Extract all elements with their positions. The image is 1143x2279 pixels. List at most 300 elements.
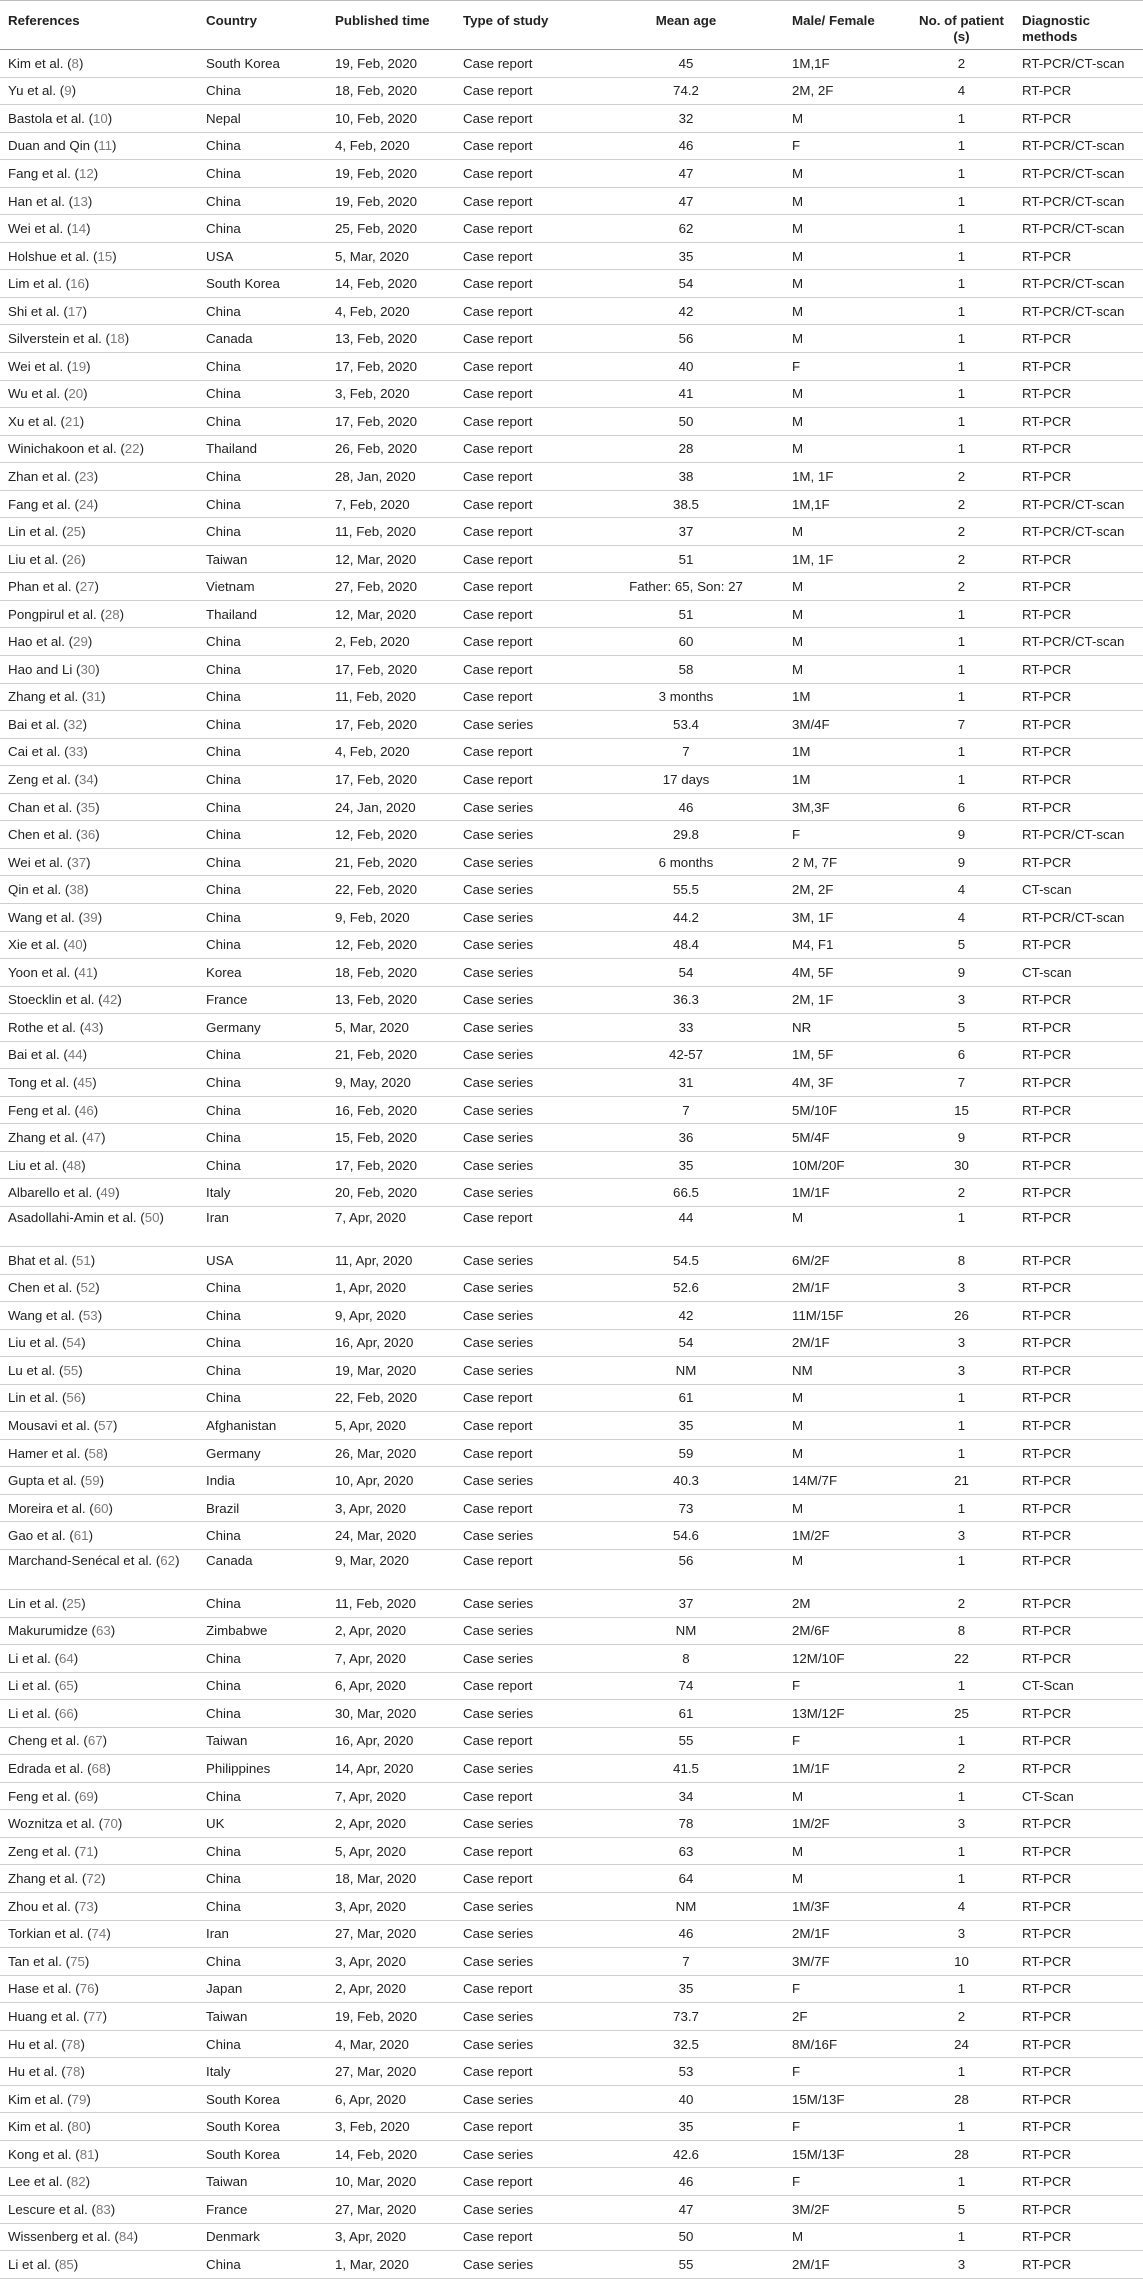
cell-patients: 3 xyxy=(907,1329,1014,1357)
cell-country: China xyxy=(198,1357,327,1385)
cell-published-time: 2, Apr, 2020 xyxy=(327,1810,455,1838)
ref-number-link[interactable]: 20 xyxy=(68,386,84,402)
ref-number-link[interactable]: 67 xyxy=(87,1733,103,1749)
cell-patients: 1 xyxy=(907,270,1014,298)
cell-study-type: Case series xyxy=(455,1589,586,1617)
ref-number-link[interactable]: 78 xyxy=(65,2036,81,2052)
ref-number-link[interactable]: 39 xyxy=(82,909,98,925)
cell-diagnostic-method: RT-PCR/CT-scan xyxy=(1014,187,1143,215)
cell-ref xyxy=(0,380,198,408)
ref-close: ) xyxy=(81,1157,86,1173)
ref-number-link[interactable]: 40 xyxy=(67,937,83,953)
ref-author: Yoon et al. ( xyxy=(8,964,79,980)
ref-author: Bai et al. ( xyxy=(8,1047,68,1063)
ref-close: ) xyxy=(87,634,93,650)
cell-country: China xyxy=(198,821,327,849)
cell-sex: M xyxy=(784,1837,907,1865)
cell-diagnostic-method: RT-PCR xyxy=(1014,1096,1143,1124)
ref-number-link[interactable]: 62 xyxy=(160,1552,176,1568)
ref-number-link[interactable]: 76 xyxy=(79,1981,95,1997)
cell-patients: 4 xyxy=(907,903,1014,931)
cell-diagnostic-method: RT-PCR xyxy=(1014,1589,1143,1617)
cell-diagnostic-method: RT-PCR xyxy=(1014,1179,1143,1207)
cell-ref xyxy=(0,1865,198,1893)
cell-study-type: Case report xyxy=(455,600,586,628)
cell-ref xyxy=(0,1124,198,1152)
cell-patients: 1 xyxy=(907,1975,1014,2003)
cell-published-time: 7, Feb, 2020 xyxy=(327,490,455,518)
cell-diagnostic-method: RT-PCR xyxy=(1014,380,1143,408)
cell-sex: M xyxy=(784,1782,907,1810)
ref-number-link[interactable]: 23 xyxy=(78,468,94,484)
cell-study-type: Case report xyxy=(455,215,586,243)
cell-mean-age: 31 xyxy=(586,1069,784,1097)
cell-published-time: 9, Mar, 2020 xyxy=(327,1549,455,1589)
ref-close: ) xyxy=(97,1307,103,1323)
ref-number-link[interactable]: 21 xyxy=(64,413,80,429)
cell-country: Taiwan xyxy=(198,545,327,573)
ref-close: ) xyxy=(73,1650,79,1666)
cell-diagnostic-method: RT-PCR xyxy=(1014,1920,1143,1948)
cell-sex: 3M/4F xyxy=(784,711,907,739)
table-row xyxy=(0,1727,1143,1755)
ref-author: Stoecklin et al. ( xyxy=(8,992,103,1008)
cell-ref xyxy=(0,1302,198,1330)
ref-number-link[interactable]: 34 xyxy=(78,771,94,787)
cell-ref xyxy=(0,2003,198,2031)
cell-sex: 3M,3F xyxy=(784,793,907,821)
ref-number-link[interactable]: 80 xyxy=(71,2119,87,2135)
cell-ref xyxy=(0,297,198,325)
table-row xyxy=(0,848,1143,876)
cell-study-type: Case series xyxy=(455,2251,586,2279)
ref-number-link[interactable]: 26 xyxy=(66,551,82,567)
cell-diagnostic-method: RT-PCR xyxy=(1014,1041,1143,1069)
ref-close: ) xyxy=(106,1926,111,1942)
ref-author: Zhan et al. ( xyxy=(8,468,79,484)
table-row xyxy=(0,959,1143,987)
cell-published-time: 17, Feb, 2020 xyxy=(327,353,455,381)
ref-number-link[interactable]: 8 xyxy=(71,55,79,71)
ref-number-link[interactable]: 64 xyxy=(59,1650,74,1666)
ref-author: Cai et al. ( xyxy=(8,744,69,760)
cell-mean-age: 59 xyxy=(586,1439,784,1467)
cell-study-type: Case report xyxy=(455,325,586,353)
cell-study-type: Case report xyxy=(455,1782,586,1810)
cell-country: China xyxy=(198,1274,327,1302)
table-row xyxy=(0,656,1143,684)
ref-number-link[interactable]: 75 xyxy=(70,1953,85,1969)
cell-published-time: 16, Feb, 2020 xyxy=(327,1096,455,1124)
cell-published-time: 19, Feb, 2020 xyxy=(327,2003,455,2031)
cell-diagnostic-method: RT-PCR xyxy=(1014,2085,1143,2113)
ref-author: Mousavi et al. ( xyxy=(8,1418,99,1434)
ref-number-link[interactable]: 59 xyxy=(84,1473,100,1489)
cell-published-time: 14, Apr, 2020 xyxy=(327,1755,455,1783)
cell-published-time: 17, Feb, 2020 xyxy=(327,711,455,739)
ref-number-link[interactable]: 30 xyxy=(80,661,96,677)
table-row xyxy=(0,1069,1143,1097)
ref-number-link[interactable]: 25 xyxy=(66,1595,82,1611)
cell-diagnostic-method: RT-PCR xyxy=(1014,1329,1143,1357)
cell-study-type: Case report xyxy=(455,297,586,325)
table-row xyxy=(0,2168,1143,2196)
ref-number-link[interactable]: 74 xyxy=(91,1926,107,1942)
cell-country: China xyxy=(198,408,327,436)
cell-country: South Korea xyxy=(198,270,327,298)
ref-number-link[interactable]: 70 xyxy=(103,1816,118,1832)
ref-number-link[interactable]: 45 xyxy=(77,1075,93,1090)
cell-mean-age: 54 xyxy=(586,959,784,987)
cell-patients: 1 xyxy=(907,132,1014,160)
ref-number-link[interactable]: 57 xyxy=(98,1418,113,1434)
table-header xyxy=(0,1,1143,50)
cell-diagnostic-method: RT-PCR xyxy=(1014,1645,1143,1673)
cell-mean-age: NM xyxy=(586,1617,784,1645)
cell-diagnostic-method: RT-PCR xyxy=(1014,545,1143,573)
table-row xyxy=(0,2003,1143,2031)
cell-country: China xyxy=(198,1589,327,1617)
ref-number-link[interactable]: 9 xyxy=(64,83,72,99)
cell-published-time: 10, Feb, 2020 xyxy=(327,105,455,133)
ref-number-link[interactable]: 18 xyxy=(109,331,125,347)
ref-close: ) xyxy=(93,1788,99,1804)
cell-patients: 2 xyxy=(907,1179,1014,1207)
ref-author: Moreira et al. ( xyxy=(8,1500,94,1516)
header-mean-age: Mean age xyxy=(586,1,784,50)
ref-close: ) xyxy=(110,1623,116,1639)
table-row xyxy=(0,711,1143,739)
cell-patients: 9 xyxy=(907,821,1014,849)
ref-close: ) xyxy=(95,827,100,843)
ref-number-link[interactable]: 22 xyxy=(124,441,140,457)
ref-number-link[interactable]: 68 xyxy=(91,1761,107,1777)
cell-study-type: Case report xyxy=(455,1837,586,1865)
table-row xyxy=(0,435,1143,463)
cell-mean-age: 8 xyxy=(586,1645,784,1673)
ref-number-link[interactable]: 10 xyxy=(93,110,108,126)
cell-study-type: Case series xyxy=(455,1617,586,1645)
cell-country: China xyxy=(198,463,327,491)
cell-patients: 3 xyxy=(907,986,1014,1014)
cell-mean-age: 37 xyxy=(586,1589,784,1617)
header-no-of-patients: No. of patient (s) xyxy=(907,1,1014,50)
ref-author: Hu et al. ( xyxy=(8,2064,66,2080)
cell-study-type: Case report xyxy=(455,105,586,133)
cell-sex: 2M/1F xyxy=(784,1329,907,1357)
ref-number-link[interactable]: 49 xyxy=(100,1185,116,1201)
cell-published-time: 7, Apr, 2020 xyxy=(327,1782,455,1810)
ref-number-link[interactable]: 16 xyxy=(70,276,85,292)
cell-patients: 1 xyxy=(907,408,1014,436)
ref-close: ) xyxy=(112,138,117,154)
cell-sex: 1M/1F xyxy=(784,1755,907,1783)
table-row xyxy=(0,1467,1143,1495)
ref-number-link[interactable]: 66 xyxy=(59,1705,74,1721)
ref-number-link[interactable]: 37 xyxy=(71,854,87,870)
cell-study-type: Case series xyxy=(455,1014,586,1042)
cell-ref xyxy=(0,187,198,215)
cell-ref xyxy=(0,656,198,684)
ref-number-link[interactable]: 52 xyxy=(80,1280,96,1296)
cell-mean-age: 55 xyxy=(586,2251,784,2279)
ref-number-link[interactable]: 51 xyxy=(76,1252,91,1268)
cell-country: India xyxy=(198,1467,327,1495)
ref-number-link[interactable]: 63 xyxy=(95,1623,111,1639)
cell-country: China xyxy=(198,876,327,904)
cell-country: Italy xyxy=(198,2058,327,2086)
ref-number-link[interactable]: 65 xyxy=(59,1678,74,1694)
ref-number-link[interactable]: 29 xyxy=(73,634,88,650)
cell-country: Nepal xyxy=(198,105,327,133)
cell-study-type: Case report xyxy=(455,573,586,601)
ref-number-link[interactable]: 85 xyxy=(59,2256,74,2272)
ref-number-link[interactable]: 17 xyxy=(67,303,83,319)
cell-country: Iran xyxy=(198,1206,327,1246)
ref-number-link[interactable]: 27 xyxy=(79,579,95,595)
ref-number-link[interactable]: 19 xyxy=(71,358,87,374)
ref-author: Yu et al. ( xyxy=(8,83,65,99)
cell-sex: 1M, 1F xyxy=(784,463,907,491)
ref-number-link[interactable]: 13 xyxy=(73,193,88,209)
ref-author: Wei et al. ( xyxy=(8,854,72,870)
cell-mean-age: 45 xyxy=(586,50,784,78)
ref-close: ) xyxy=(71,83,77,99)
cell-diagnostic-method: RT-PCR xyxy=(1014,656,1143,684)
cell-patients: 1 xyxy=(907,628,1014,656)
cell-mean-age: 40 xyxy=(586,2085,784,2113)
ref-number-link[interactable]: 81 xyxy=(79,2146,95,2162)
ref-number-link[interactable]: 35 xyxy=(80,799,96,815)
cell-patients: 1 xyxy=(907,380,1014,408)
ref-number-link[interactable]: 82 xyxy=(70,2174,86,2190)
cell-mean-age: 38.5 xyxy=(586,490,784,518)
ref-close: ) xyxy=(82,716,88,732)
ref-number-link[interactable]: 25 xyxy=(66,524,82,540)
ref-number-link[interactable]: 83 xyxy=(95,2201,111,2217)
ref-author: Lin et al. ( xyxy=(8,1390,67,1406)
cell-patients: 2 xyxy=(907,518,1014,546)
ref-number-link[interactable]: 46 xyxy=(78,1102,94,1118)
ref-author: Gupta et al. ( xyxy=(8,1473,85,1489)
cell-published-time: 3, Apr, 2020 xyxy=(327,1948,455,1976)
ref-number-link[interactable]: 58 xyxy=(88,1445,104,1461)
cell-mean-age: NM xyxy=(586,1893,784,1921)
ref-number-link[interactable]: 56 xyxy=(66,1390,82,1406)
ref-author: Feng et al. ( xyxy=(8,1102,79,1118)
cell-sex: M xyxy=(784,297,907,325)
cell-country: China xyxy=(198,160,327,188)
ref-author: Makurumidze ( xyxy=(8,1623,96,1639)
cell-patients: 22 xyxy=(907,1645,1014,1673)
ref-number-link[interactable]: 79 xyxy=(71,2091,87,2107)
ref-number-link[interactable]: 14 xyxy=(71,221,87,237)
cell-ref xyxy=(0,270,198,298)
ref-number-link[interactable]: 32 xyxy=(67,716,83,732)
ref-number-link[interactable]: 41 xyxy=(78,964,94,980)
cell-diagnostic-method: RT-PCR/CT-scan xyxy=(1014,297,1143,325)
cell-patients: 1 xyxy=(907,1672,1014,1700)
cell-published-time: 12, Feb, 2020 xyxy=(327,821,455,849)
cell-ref xyxy=(0,77,198,105)
cell-study-type: Case report xyxy=(455,160,586,188)
ref-number-link[interactable]: 24 xyxy=(78,496,94,512)
cell-diagnostic-method: RT-PCR xyxy=(1014,105,1143,133)
ref-close: ) xyxy=(103,1445,108,1461)
cell-sex: 1M, 5F xyxy=(784,1041,907,1069)
cell-study-type: Case report xyxy=(455,435,586,463)
ref-number-link[interactable]: 69 xyxy=(78,1788,94,1804)
ref-number-link[interactable]: 71 xyxy=(78,1843,94,1859)
cell-country: China xyxy=(198,490,327,518)
ref-close: ) xyxy=(102,2008,108,2024)
ref-number-link[interactable]: 44 xyxy=(67,1047,83,1063)
cell-patients: 28 xyxy=(907,2140,1014,2168)
cell-study-type: Case series xyxy=(455,2003,586,2031)
ref-number-link[interactable]: 84 xyxy=(118,2229,134,2245)
cell-mean-age: 51 xyxy=(586,600,784,628)
cell-mean-age: 33 xyxy=(586,1014,784,1042)
cell-published-time: 5, Mar, 2020 xyxy=(327,1014,455,1042)
cell-mean-age: 44 xyxy=(586,1206,784,1246)
table-row xyxy=(0,77,1143,105)
cell-study-type: Case series xyxy=(455,1357,586,1385)
cell-study-type: Case series xyxy=(455,2030,586,2058)
cell-country: China xyxy=(198,353,327,381)
cell-published-time: 5, Mar, 2020 xyxy=(327,242,455,270)
ref-author: Bai et al. ( xyxy=(8,716,68,732)
cell-patients: 21 xyxy=(907,1467,1014,1495)
ref-author: Liu et al. ( xyxy=(8,551,67,567)
ref-author: Zhang et al. ( xyxy=(8,1130,87,1146)
ref-number-link[interactable]: 78 xyxy=(65,2064,81,2080)
ref-number-link[interactable]: 11 xyxy=(98,138,112,154)
table-row xyxy=(0,545,1143,573)
table-row xyxy=(0,1246,1143,1274)
cell-patients: 1 xyxy=(907,353,1014,381)
cell-ref xyxy=(0,518,198,546)
cell-diagnostic-method: RT-PCR xyxy=(1014,1357,1143,1385)
cell-published-time: 4, Mar, 2020 xyxy=(327,2030,455,2058)
ref-close: ) xyxy=(81,551,86,567)
cell-mean-age: 42-57 xyxy=(586,1041,784,1069)
cell-country: China xyxy=(198,1384,327,1412)
cell-ref xyxy=(0,821,198,849)
cell-diagnostic-method: RT-PCR/CT-scan xyxy=(1014,628,1143,656)
ref-close: ) xyxy=(108,1500,113,1516)
ref-number-link[interactable]: 43 xyxy=(84,1019,99,1035)
ref-author: Lu et al. ( xyxy=(8,1362,64,1378)
ref-author: Zeng et al. ( xyxy=(8,771,79,787)
cell-country: Thailand xyxy=(198,600,327,628)
table-row xyxy=(0,105,1143,133)
cell-diagnostic-method: RT-PCR xyxy=(1014,2003,1143,2031)
ref-number-link[interactable]: 55 xyxy=(63,1362,79,1378)
cell-patients: 1 xyxy=(907,656,1014,684)
cell-sex: M xyxy=(784,656,907,684)
cell-country: China xyxy=(198,931,327,959)
cell-diagnostic-method: RT-PCR xyxy=(1014,1384,1143,1412)
ref-number-link[interactable]: 61 xyxy=(73,1528,89,1544)
ref-close: ) xyxy=(107,110,113,126)
cell-country: China xyxy=(198,738,327,766)
ref-number-link[interactable]: 47 xyxy=(86,1130,102,1146)
ref-number-link[interactable]: 28 xyxy=(104,606,120,622)
table-row xyxy=(0,1589,1143,1617)
ref-number-link[interactable]: 54 xyxy=(66,1335,82,1351)
table-row xyxy=(0,490,1143,518)
ref-number-link[interactable]: 48 xyxy=(66,1157,82,1173)
cell-ref xyxy=(0,1439,198,1467)
cell-diagnostic-method: RT-PCR xyxy=(1014,711,1143,739)
cell-patients: 4 xyxy=(907,1893,1014,1921)
cell-study-type: Case series xyxy=(455,2140,586,2168)
ref-close: ) xyxy=(82,303,88,319)
ref-number-link[interactable]: 15 xyxy=(97,248,113,264)
ref-close: ) xyxy=(81,1335,86,1351)
cell-ref xyxy=(0,2168,198,2196)
ref-close: ) xyxy=(83,744,88,760)
ref-close: ) xyxy=(115,1185,120,1201)
ref-number-link[interactable]: 53 xyxy=(82,1307,98,1323)
cell-sex: 4M, 3F xyxy=(784,1069,907,1097)
cell-diagnostic-method: RT-PCR xyxy=(1014,1274,1143,1302)
cell-ref xyxy=(0,1727,198,1755)
ref-number-link[interactable]: 12 xyxy=(78,165,94,181)
ref-number-link[interactable]: 33 xyxy=(68,744,84,760)
cell-diagnostic-method: RT-PCR xyxy=(1014,1151,1143,1179)
cell-mean-age: 47 xyxy=(586,160,784,188)
cell-published-time: 17, Feb, 2020 xyxy=(327,656,455,684)
cell-sex: 1M, 1F xyxy=(784,545,907,573)
cell-mean-age: 74.2 xyxy=(586,77,784,105)
ref-number-link[interactable]: 77 xyxy=(87,2008,103,2024)
cell-country: China xyxy=(198,1837,327,1865)
table-row xyxy=(0,793,1143,821)
cell-country: South Korea xyxy=(198,2085,327,2113)
cell-study-type: Case series xyxy=(455,1246,586,1274)
ref-number-link[interactable]: 73 xyxy=(78,1898,94,1914)
ref-author: Lin et al. ( xyxy=(8,524,67,540)
cell-sex: M xyxy=(784,105,907,133)
cell-mean-age: 36.3 xyxy=(586,986,784,1014)
cell-mean-age: 46 xyxy=(586,793,784,821)
cell-mean-age: 42.6 xyxy=(586,2140,784,2168)
cell-study-type: Case report xyxy=(455,738,586,766)
cell-diagnostic-method: RT-PCR xyxy=(1014,2113,1143,2141)
cell-published-time: 17, Feb, 2020 xyxy=(327,408,455,436)
cell-mean-age: 7 xyxy=(586,1948,784,1976)
cell-country: China xyxy=(198,187,327,215)
ref-number-link[interactable]: 72 xyxy=(86,1871,102,1887)
ref-number-link[interactable]: 60 xyxy=(93,1500,109,1516)
table-row xyxy=(0,1837,1143,1865)
cell-published-time: 1, Mar, 2020 xyxy=(327,2251,455,2279)
ref-number-link[interactable]: 31 xyxy=(86,689,102,705)
table-row xyxy=(0,1494,1143,1522)
ref-number-link[interactable]: 36 xyxy=(80,827,96,843)
ref-number-link[interactable]: 50 xyxy=(144,1209,160,1225)
table-row xyxy=(0,2140,1143,2168)
ref-number-link[interactable]: 38 xyxy=(69,882,85,898)
cell-patients: 1 xyxy=(907,1727,1014,1755)
header-type-of-study: Type of study xyxy=(455,1,586,50)
ref-number-link[interactable]: 42 xyxy=(102,992,118,1008)
table-row xyxy=(0,1124,1143,1152)
cell-diagnostic-method: RT-PCR xyxy=(1014,600,1143,628)
cell-sex: 2M, 1F xyxy=(784,986,907,1014)
cell-study-type: Case series xyxy=(455,959,586,987)
